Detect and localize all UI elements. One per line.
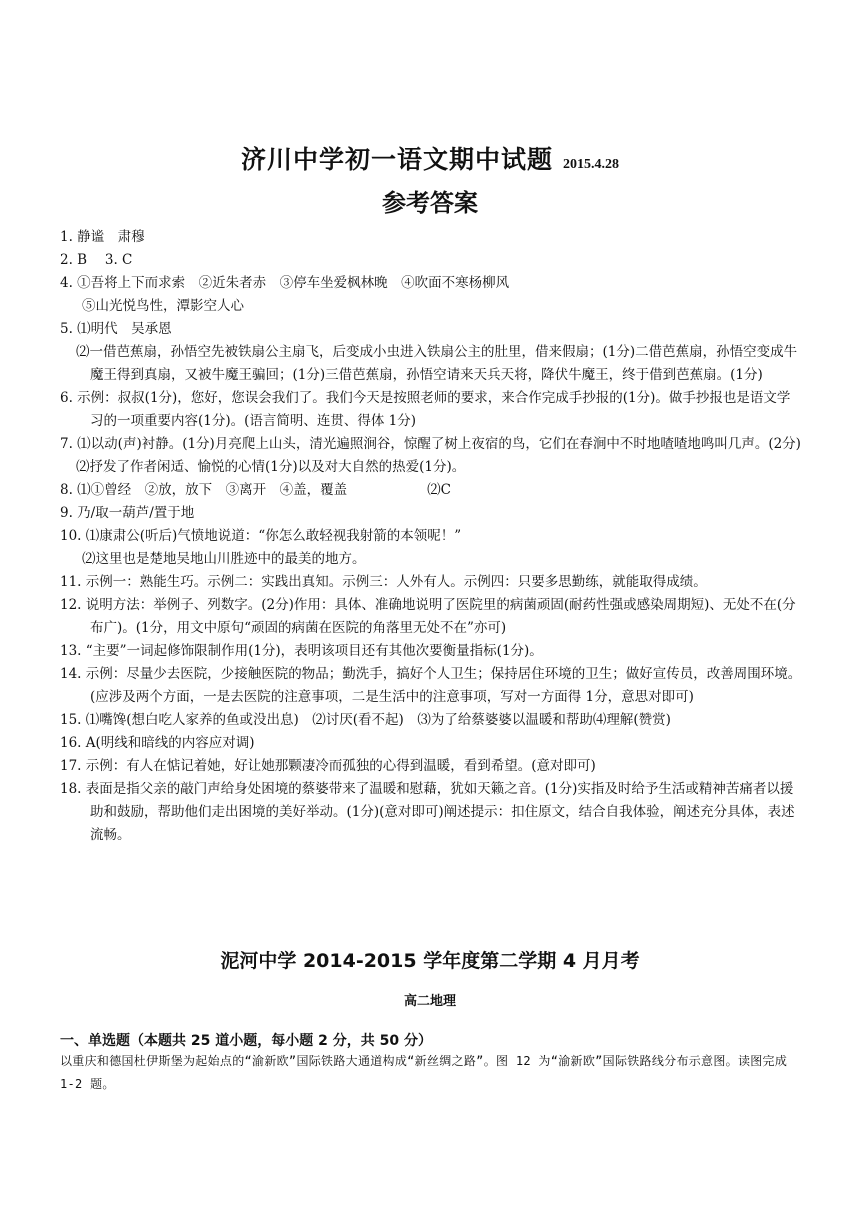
- answer-1: 1. 静谧 肃穆: [60, 229, 145, 245]
- answer-7-part2: ⑵抒发了作者闲适、愉悦的心情(1分)以及对大自然的热爱(1分)。: [76, 459, 466, 475]
- answer-17: 17. 示例：有人在惦记着她，好让她那颗凄冷而孤独的心得到温暖，看到希望。(意对即可): [60, 758, 596, 774]
- answer-5-part2: ⑵一借芭蕉扇，孙悟空先被铁扇公主扇飞，后变成小虫进入铁扇公主的肚里，借来假扇；(1分)二借芭蕉扇，孙悟空变成牛魔王得到真扇，又被牛魔王骗回；(1分)三借芭蕉扇，孙悟空请来天兵天将，降伏牛魔王，终于借到芭蕉扇。(1分): [76, 344, 798, 383]
- answer-12: 12. 说明方法：举例子、列数字。(2分)作用：具体、准确地说明了医院里的病菌顽固(耐药性强或感染周期短)、无处不在(分布广)。(1分，用文中原句“顽固的病菌在医院的角落里无处不在”亦可): [60, 597, 796, 636]
- answer-8-row: [60, 479, 802, 502]
- answer-10: 10. ⑴康肃公(听后)气愤地说道：“你怎么敢轻视我射箭的本领呢！”: [60, 528, 462, 544]
- exam2-subject: 高二地理: [403, 994, 456, 1009]
- answer-7: 7. ⑴以动(声)衬静。(1分)月亮爬上山头，清光遍照涧谷，惊醒了树上夜宿的鸟，它们在春涧中不时地喳喳地鸣叫几声。(2分): [60, 436, 801, 452]
- answer-4: 4. ①吾将上下而求索 ②近朱者赤 ③停车坐爱枫林晚 ④吹面不寒杨柳风: [60, 275, 510, 291]
- question-intro: 以重庆和德国杜伊斯堡为起始点的“渝新欧”国际铁路大通道构成“新丝绸之路”。图 12 为“渝新欧”国际铁路线分布示意图。读图完成 1-2 题。: [60, 1054, 788, 1091]
- answer-list: [60, 226, 802, 847]
- answer-13: 13. “主要”一词起修饰限制作用(1分)，表明该项目还有其他次要衡量指标(1分)。: [60, 643, 543, 659]
- answer-5: 5. ⑴明代 吴承恩: [60, 321, 172, 337]
- answer-8: 8. ⑴①曾经 ②放，放下 ③离开 ④盖，覆盖: [60, 482, 348, 498]
- answer-6: 6. 示例：叔叔(1分)，您好，您误会我们了。我们今天是按照老师的要求，来合作完成手抄报的(1分)。做手抄报也是语文学习的一项重要内容(1分)。(语言简明、连贯、得体 1分): [60, 390, 791, 429]
- answer-9: 9. 乃/取一葫芦/置于地: [60, 505, 195, 521]
- answer-18: 18. 表面是指父亲的敲门声给身处困境的蔡婆带来了温暖和慰藉，犹如天籁之音。(1分)实指及时给予生活或精神苦痛者以援助和鼓励，帮助他们走出困境的美好举动。(1分)(意对即可)阐述提示：扣住原文，结合自我体验，阐述充分具体，表述流畅。: [60, 781, 795, 843]
- answer-15: 15. ⑴嘴馋(想白吃人家养的鱼或没出息) ⑵讨厌(看不起) ⑶为了给蔡婆婆以温暖和帮助⑷理解(赞赏): [60, 712, 671, 728]
- answer-2-3: 2. B 3. C: [60, 252, 133, 268]
- exam-date: 2015.4.28: [563, 157, 619, 172]
- answer-11: 11. 示例一：熟能生巧。示例二：实践出真知。示例三：人外有人。示例四：只要多思勤练，就能取得成绩。: [60, 574, 707, 590]
- answer-key-heading: 参考答案: [382, 189, 478, 217]
- answer-10-part2: ⑵这里也是楚地吴地山川胜迹中的最美的地方。: [82, 551, 366, 567]
- answer-8-part2: ⑵C: [427, 482, 452, 498]
- answer-14: 14. 示例：尽量少去医院，少接触医院的物品；勤洗手，搞好个人卫生；保持居住环境的卫生；做好宣传员，改善周围环境。(应涉及两个方面，一是去医院的注意事项，二是生活中的注意事项，写对一方面得 1分，意思对即可): [60, 666, 802, 705]
- section-heading: 一、单选题（本题共 25 道小题，每小题 2 分，共 50 分）: [60, 1033, 432, 1049]
- exam-title: [0, 140, 860, 176]
- exam-title-text: 济川中学初一语文期中试题: [240, 145, 553, 174]
- answer-4-cont: ⑤山光悦鸟性，潭影空人心: [82, 298, 244, 314]
- answer-16: 16. A(明线和暗线的内容应对调): [60, 735, 255, 751]
- exam2-title: 泥河中学 2014-2015 学年度第二学期 4 月月考: [220, 950, 640, 972]
